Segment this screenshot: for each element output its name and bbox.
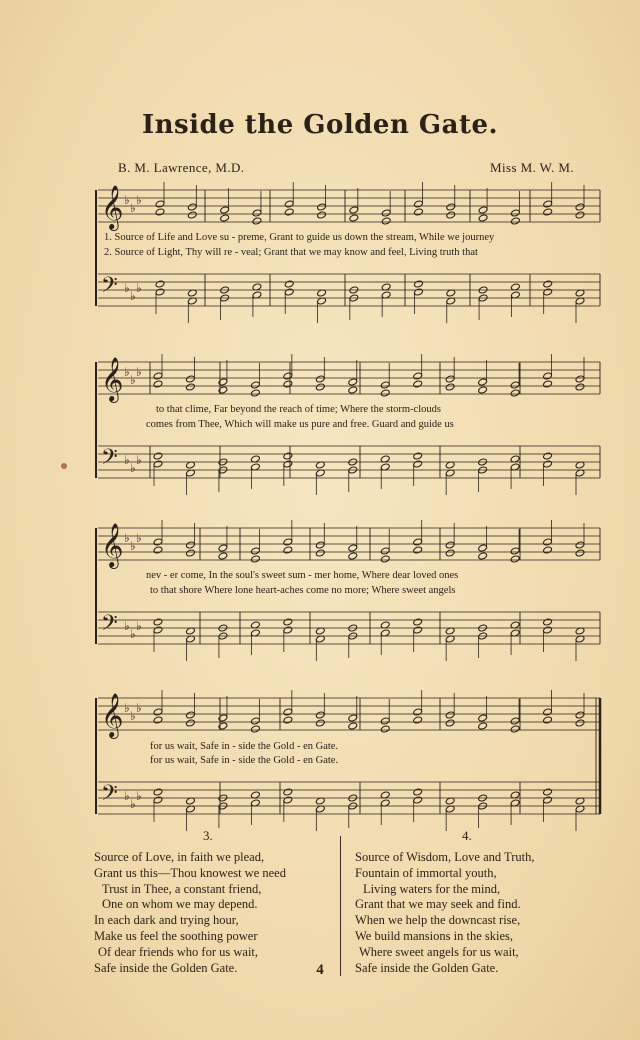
note-head — [510, 717, 520, 725]
note-head — [250, 547, 260, 555]
note-head — [283, 460, 293, 468]
note-head — [445, 375, 455, 383]
note-head — [446, 211, 456, 219]
note-head — [283, 452, 293, 460]
note-head — [153, 460, 163, 468]
note-head — [220, 214, 230, 222]
note-head — [414, 280, 424, 288]
note-head — [155, 208, 165, 216]
note-head — [186, 711, 196, 719]
verse4-number: 4. — [462, 828, 472, 843]
flat-icon: ♭ — [136, 453, 142, 467]
note-head — [543, 626, 553, 634]
note-head — [445, 719, 455, 727]
note-head — [445, 383, 455, 391]
treble-clef-icon: 𝄞 — [101, 523, 124, 567]
note-head — [413, 538, 423, 546]
note-head — [543, 380, 553, 388]
note-head — [348, 722, 358, 730]
note-head — [186, 383, 196, 391]
note-head — [153, 380, 163, 388]
note-head — [315, 711, 325, 719]
note-head — [153, 796, 163, 804]
note-head — [153, 452, 163, 460]
note-head — [543, 716, 553, 724]
note-head — [283, 626, 293, 634]
flat-icon: ♭ — [136, 365, 142, 379]
note-head — [186, 549, 196, 557]
flat-icon: ♭ — [130, 539, 136, 553]
flat-icon: ♭ — [130, 201, 136, 215]
note-head — [220, 206, 230, 214]
verse3-line: Make us feel the soothing power — [94, 928, 258, 943]
flat-icon: ♭ — [136, 789, 142, 803]
verse3-line: Of dear friends who for us wait, — [98, 944, 259, 959]
system3-lyric-verse2: to that shore Where lone heart-aches come no more; Where sweet angels — [150, 585, 456, 596]
note-head — [575, 711, 585, 719]
system4-lyric-verse1: for us wait, Safe in - side the Gold - en Gate. — [150, 741, 339, 752]
note-head — [283, 716, 293, 724]
note-head — [543, 280, 553, 288]
verse-divider — [340, 836, 341, 976]
verse3-line: Grant us this—Thou knowest we need — [94, 865, 286, 880]
flat-icon: ♭ — [136, 281, 142, 295]
note-head — [414, 208, 424, 216]
note-head — [478, 386, 488, 394]
note-head — [413, 380, 423, 388]
bass-clef-icon: 𝄢 — [101, 781, 118, 811]
note-head — [478, 214, 488, 222]
note-head — [186, 719, 196, 727]
note-head — [153, 546, 163, 554]
note-head — [445, 541, 455, 549]
note-head — [153, 372, 163, 380]
note-head — [218, 386, 228, 394]
note-head — [283, 538, 293, 546]
note-head — [348, 544, 358, 552]
flat-icon: ♭ — [130, 289, 136, 303]
note-head — [250, 389, 260, 397]
note-head — [315, 375, 325, 383]
note-head — [283, 618, 293, 626]
note-head — [575, 375, 585, 383]
note-head — [413, 626, 423, 634]
note-head — [414, 288, 424, 296]
note-head — [413, 716, 423, 724]
flat-icon: ♭ — [124, 365, 130, 379]
flat-icon: ♭ — [130, 797, 136, 811]
note-head — [381, 217, 391, 225]
verse4-line: Where sweet angels for us wait, — [359, 944, 519, 959]
system1-lyric-verse1: 1. Source of Life and Love su - preme, Grant to guide us down the stream, While we journey — [104, 232, 495, 243]
note-head — [478, 552, 488, 560]
note-head — [218, 552, 228, 560]
bass-clef-icon: 𝄢 — [101, 273, 118, 303]
note-head — [349, 206, 359, 214]
note-head — [348, 552, 358, 560]
verse3-line: One on whom we may depend. — [102, 897, 258, 912]
note-head — [478, 378, 488, 386]
note-head — [413, 618, 423, 626]
note-head — [283, 546, 293, 554]
system2-lyric-verse1: to that clime, Far beyond the reach of time; Where the storm-clouds — [156, 404, 441, 415]
note-head — [250, 717, 260, 725]
verse3-line: Trust in Thee, a constant friend, — [102, 881, 262, 896]
paper-stain — [61, 463, 67, 469]
note-head — [543, 208, 553, 216]
note-head — [543, 372, 553, 380]
note-head — [283, 788, 293, 796]
note-head — [153, 716, 163, 724]
bass-clef-icon: 𝄢 — [101, 445, 118, 475]
note-head — [186, 541, 196, 549]
note-head — [510, 389, 520, 397]
arranger-credit: Miss M. W. M. — [490, 160, 574, 175]
flat-icon: ♭ — [124, 531, 130, 545]
note-head — [380, 725, 390, 733]
note-head — [414, 200, 424, 208]
flat-icon: ♭ — [136, 531, 142, 545]
note-head — [575, 211, 585, 219]
note-head — [543, 708, 553, 716]
note-head — [543, 200, 553, 208]
bass-clef-icon: 𝄢 — [101, 611, 118, 641]
note-head — [478, 544, 488, 552]
hymn-title: Inside the Golden Gate. — [141, 110, 499, 140]
note-head — [575, 719, 585, 727]
note-head — [284, 208, 294, 216]
note-head — [510, 209, 520, 217]
note-head — [478, 722, 488, 730]
note-head — [153, 618, 163, 626]
note-head — [543, 788, 553, 796]
verse4-line: Grant that we may seek and find. — [355, 897, 521, 912]
note-head — [284, 280, 294, 288]
system1-lyric-verse2: 2. Source of Light, Thy will re - veal; Grant that we may know and feel, Living truth that — [104, 247, 478, 258]
note-head — [380, 717, 390, 725]
treble-clef-icon: 𝄞 — [101, 693, 124, 737]
note-head — [317, 203, 327, 211]
note-head — [543, 452, 553, 460]
flat-icon: ♭ — [124, 789, 130, 803]
note-head — [348, 714, 358, 722]
flat-icon: ♭ — [136, 619, 142, 633]
note-head — [315, 383, 325, 391]
verse4-line: Source of Wisdom, Love and Truth, — [355, 850, 535, 864]
system3-lyric-verse1: nev - er come, In the soul's sweet sum - mer home, Where dear loved ones — [146, 570, 459, 581]
note-head — [575, 541, 585, 549]
note-head — [510, 217, 520, 225]
note-head — [543, 796, 553, 804]
flat-icon: ♭ — [136, 193, 142, 207]
treble-clef-icon: 𝄞 — [101, 357, 124, 401]
verse4-text — [355, 850, 534, 976]
note-head — [575, 203, 585, 211]
verse3-text — [94, 850, 286, 976]
page-number: 4 — [316, 962, 324, 978]
note-head — [413, 546, 423, 554]
note-head — [446, 203, 456, 211]
note-head — [218, 378, 228, 386]
note-head — [413, 796, 423, 804]
flat-icon: ♭ — [124, 193, 130, 207]
note-head — [218, 544, 228, 552]
note-head — [153, 788, 163, 796]
flat-icon: ♭ — [130, 627, 136, 641]
note-head — [187, 211, 197, 219]
note-head — [317, 211, 327, 219]
verse4-line: When we help the downcast rise, — [355, 913, 521, 928]
flat-icon: ♭ — [124, 701, 130, 715]
note-head — [348, 378, 358, 386]
verse3-number: 3. — [203, 828, 213, 843]
note-head — [153, 708, 163, 716]
flat-icon: ♭ — [130, 461, 136, 475]
verse3-line: In each dark and trying hour, — [94, 913, 239, 928]
note-head — [575, 549, 585, 557]
note-head — [153, 626, 163, 634]
note-head — [510, 381, 520, 389]
flat-icon: ♭ — [130, 709, 136, 723]
note-head — [380, 381, 390, 389]
note-head — [252, 209, 262, 217]
note-head — [252, 217, 262, 225]
note-head — [413, 708, 423, 716]
system4-lyric-verse2: for us wait, Safe in - side the Gold - en Gate. — [150, 755, 339, 766]
note-head — [413, 788, 423, 796]
note-head — [250, 381, 260, 389]
note-head — [543, 288, 553, 296]
note-head — [315, 719, 325, 727]
note-head — [186, 375, 196, 383]
verse4-line: Safe inside the Golden Gate. — [355, 960, 499, 975]
note-head — [510, 555, 520, 563]
note-head — [349, 214, 359, 222]
note-head — [284, 200, 294, 208]
note-head — [445, 549, 455, 557]
verse4-line: We build mansions in the skies, — [355, 928, 514, 943]
note-head — [380, 555, 390, 563]
note-head — [283, 380, 293, 388]
note-head — [187, 203, 197, 211]
note-head — [250, 725, 260, 733]
note-head — [218, 722, 228, 730]
verse4-line: Living waters for the mind, — [363, 881, 501, 896]
flat-icon: ♭ — [124, 453, 130, 467]
composer-credit: B. M. Lawrence, M.D. — [118, 160, 245, 175]
verse3-line: Source of Love, in faith we plead, — [94, 850, 265, 864]
flat-icon: ♭ — [136, 701, 142, 715]
note-head — [543, 546, 553, 554]
note-head — [413, 372, 423, 380]
note-head — [543, 618, 553, 626]
flat-icon: ♭ — [130, 373, 136, 387]
note-head — [283, 796, 293, 804]
verse4-line: Fountain of immortal youth, — [355, 865, 497, 880]
note-head — [153, 538, 163, 546]
note-head — [380, 389, 390, 397]
flat-icon: ♭ — [124, 281, 130, 295]
note-head — [218, 714, 228, 722]
note-head — [413, 452, 423, 460]
note-head — [445, 711, 455, 719]
note-head — [155, 200, 165, 208]
treble-clef-icon: 𝄞 — [101, 185, 124, 229]
note-head — [155, 288, 165, 296]
flat-icon: ♭ — [124, 619, 130, 633]
note-head — [283, 372, 293, 380]
note-head — [315, 549, 325, 557]
note-head — [283, 708, 293, 716]
note-head — [543, 460, 553, 468]
verse3-line: Safe inside the Golden Gate. — [94, 960, 238, 975]
note-head — [284, 288, 294, 296]
note-head — [510, 725, 520, 733]
note-head — [381, 209, 391, 217]
note-head — [413, 460, 423, 468]
note-head — [575, 383, 585, 391]
note-head — [510, 547, 520, 555]
note-head — [155, 280, 165, 288]
system2-lyric-verse2: comes from Thee, Which will make us pure and free. Guard and guide us — [146, 419, 454, 430]
note-head — [380, 547, 390, 555]
note-head — [478, 714, 488, 722]
note-head — [315, 541, 325, 549]
note-head — [348, 386, 358, 394]
note-head — [478, 206, 488, 214]
note-head — [543, 538, 553, 546]
note-head — [250, 555, 260, 563]
